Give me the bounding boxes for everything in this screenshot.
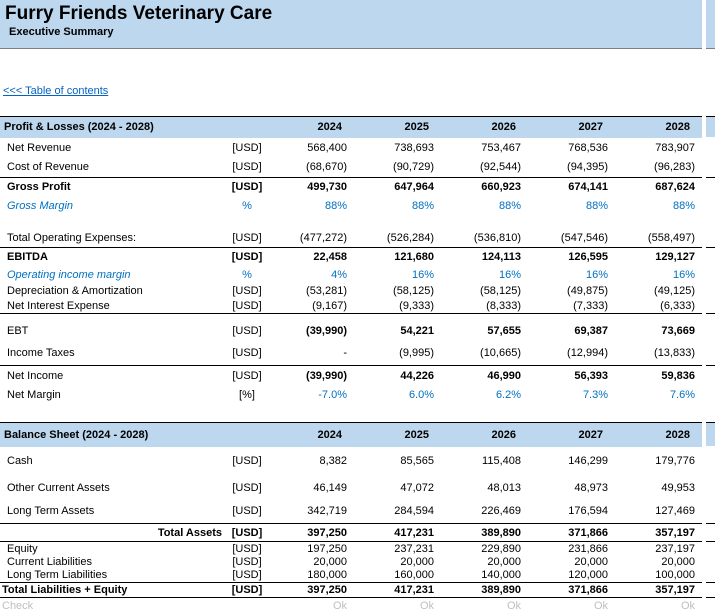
value-cell[interactable]: 46,990 [441,366,528,386]
value-cell[interactable]: (12,994) [567,347,609,360]
row-label[interactable]: Total Operating Expenses: [7,231,137,244]
value-cell[interactable]: 371,866 [528,524,615,542]
border-dash [706,597,715,598]
value-cell[interactable]: 88% [324,199,348,212]
border-dash [706,541,715,542]
page-title: Furry Friends Veterinary Care [5,3,273,24]
year-header[interactable]: 2027 [528,423,615,447]
value-cell[interactable]: (90,729) [393,161,435,174]
section-header-row [0,117,702,138]
value-cell[interactable]: 48,973 [574,481,608,494]
value-cell[interactable]: 120,000 [528,569,615,583]
table-row [0,542,702,556]
value-cell[interactable]: (58,125) [393,284,435,297]
border-dash [706,177,715,178]
value-cell[interactable]: 7.6% [669,389,696,401]
value-cell[interactable]: 231,866 [568,542,608,555]
section-title[interactable]: Balance Sheet (2024 - 2028) [0,423,267,447]
unit-cell[interactable]: [%] [239,389,255,401]
row-label[interactable]: Net Interest Expense [0,299,227,314]
sheet-header-band [0,0,702,49]
section-header-row [0,423,702,447]
table-row [0,569,702,583]
unit-cell[interactable]: % [242,199,252,212]
value-cell[interactable]: 237,231 [394,542,434,555]
value-cell[interactable]: 22,458 [267,248,354,267]
row-label[interactable]: Operating income margin [7,268,131,281]
value-cell[interactable]: Ok [332,600,347,613]
value-cell[interactable]: (547,546) [560,231,609,244]
unit-cell[interactable]: [USD] [232,542,262,555]
value-cell[interactable]: Ok [593,600,608,613]
value-cell[interactable]: 54,221 [400,324,435,337]
year-header[interactable]: 2026 [441,423,528,447]
value-cell[interactable]: 115,408 [482,455,521,467]
row-label[interactable]: Long Term Liabilities [0,569,227,583]
border-dash [706,247,715,248]
table-row [0,248,702,267]
value-cell[interactable]: 88% [672,199,696,212]
table-row [0,342,702,366]
page-subtitle: Executive Summary [9,26,114,38]
table-row [0,320,702,342]
table-row [0,583,702,598]
bs-band-sliver [706,422,715,446]
value-cell[interactable]: 121,680 [354,248,441,267]
value-cell[interactable]: (477,272) [299,231,348,244]
value-cell[interactable]: 146,299 [568,455,608,467]
value-cell[interactable]: 85,565 [400,455,434,467]
value-cell[interactable]: 48,013 [487,481,521,494]
value-cell[interactable]: Ok [419,600,434,613]
border-dash [706,582,715,583]
value-cell[interactable]: 49,953 [661,481,695,494]
unit-cell[interactable]: [USD] [232,347,262,360]
unit-cell[interactable]: [USD] [227,248,267,267]
value-cell[interactable]: Ok [506,600,521,613]
row-label[interactable]: Total Assets [0,524,227,542]
value-cell[interactable]: (58,125) [480,284,522,297]
value-cell[interactable]: Ok [680,600,695,613]
value-cell[interactable]: 88% [411,199,435,212]
row-label[interactable]: Net Income [0,366,227,386]
value-cell[interactable]: 371,866 [528,583,615,598]
year-header[interactable]: 2027 [528,117,615,138]
unit-cell[interactable]: [USD] [232,161,262,174]
value-cell[interactable]: 59,836 [615,366,702,386]
value-cell[interactable]: (39,990) [306,324,348,337]
value-cell[interactable]: 4% [331,268,348,281]
value-cell[interactable]: 417,231 [354,583,441,598]
value-cell[interactable]: 8,382 [319,455,347,467]
value-cell[interactable]: 660,923 [441,178,528,197]
value-cell[interactable]: (68,670) [306,161,348,174]
value-cell[interactable]: 44,226 [354,366,441,386]
row-label[interactable]: Net Margin [7,389,61,401]
pnl-band-sliver [706,116,715,137]
unit-cell[interactable]: [USD] [227,299,267,314]
value-cell[interactable]: (10,665) [480,347,522,360]
value-cell[interactable]: 88% [585,199,609,212]
value-cell[interactable]: 499,730 [267,178,354,197]
value-cell[interactable]: 127,469 [615,500,702,524]
border-dash [706,313,715,314]
value-cell[interactable]: (92,544) [480,161,522,174]
value-cell[interactable]: 6.0% [408,389,435,401]
unit-cell[interactable]: [USD] [232,455,262,467]
year-header[interactable]: 2026 [441,117,528,138]
year-header[interactable]: 2024 [267,423,354,447]
table-row [0,447,702,476]
table-row [0,138,702,158]
unit-cell[interactable]: [USD] [232,324,262,337]
value-cell[interactable]: 88% [498,199,522,212]
value-cell[interactable]: 284,594 [354,500,441,524]
border-dash [706,523,715,524]
unit-cell[interactable]: [USD] [232,231,262,244]
value-cell[interactable]: 197,250 [307,542,347,555]
row-label[interactable]: Total Liabilities + Equity [0,583,227,598]
year-header[interactable]: 2025 [354,117,441,138]
value-cell[interactable]: 647,964 [354,178,441,197]
value-cell[interactable]: 6.2% [495,389,522,401]
profit-and-losses-table [0,116,702,405]
row-label[interactable]: Equity [7,542,38,555]
table-row [0,299,702,314]
table-row [0,158,702,178]
value-cell[interactable]: 126,595 [528,248,615,267]
value-cell[interactable]: 389,890 [441,583,528,598]
value-cell[interactable]: (526,284) [386,231,435,244]
table-row [0,500,702,524]
value-cell[interactable]: 16% [585,268,609,281]
header-band-sliver [706,0,715,49]
row-label[interactable]: Gross Margin [7,199,74,212]
value-cell[interactable]: - [343,347,348,360]
value-cell[interactable]: (8,333) [441,299,528,314]
row-label[interactable]: Depreciation & Amortization [7,284,143,297]
row-label[interactable]: Net Revenue [7,141,72,154]
value-cell[interactable]: 226,469 [441,500,528,524]
unit-cell[interactable]: [USD] [227,178,267,197]
bs-header [0,423,702,447]
row-label[interactable]: Check [2,600,34,613]
value-cell[interactable]: 56,393 [528,366,615,386]
unit-cell[interactable]: [USD] [227,583,267,598]
table-row [0,229,702,248]
value-cell[interactable]: 20,000 [661,556,695,568]
row-label[interactable]: Income Taxes [7,347,75,360]
value-cell[interactable]: 69,387 [574,324,609,337]
value-cell[interactable]: 57,655 [487,324,522,337]
value-cell[interactable]: 179,776 [655,455,695,467]
table-row [0,524,702,542]
value-cell[interactable]: (9,995) [399,347,435,360]
value-cell[interactable]: 16% [672,268,696,281]
value-cell[interactable]: 568,400 [307,141,348,154]
table-row [0,366,702,386]
value-cell[interactable]: 357,197 [615,524,702,542]
value-cell[interactable]: 46,149 [313,481,347,494]
value-cell[interactable]: 397,250 [267,524,354,542]
value-cell[interactable]: 753,467 [481,141,522,154]
value-cell[interactable]: 47,072 [400,481,434,494]
value-cell[interactable]: -7.0% [318,389,348,401]
pnl-body [0,138,702,405]
table-row [0,556,702,569]
row-label[interactable]: Long Term Assets [0,500,227,524]
row-label[interactable]: Gross Profit [0,178,227,197]
value-cell[interactable]: (94,395) [567,161,609,174]
row-label[interactable]: EBT [7,324,29,337]
value-cell[interactable]: 397,250 [267,583,354,598]
unit-cell[interactable] [227,598,267,615]
row-label[interactable]: Current Liabilities [7,556,92,568]
balance-sheet-table [0,422,702,615]
row-label[interactable]: Other Current Assets [7,481,110,494]
value-cell[interactable]: (558,497) [647,231,696,244]
value-cell[interactable]: 768,536 [568,141,609,154]
spacer-row [0,215,702,229]
value-cell[interactable]: (7,333) [528,299,615,314]
year-header[interactable]: 2025 [354,423,441,447]
value-cell[interactable]: 357,197 [615,583,702,598]
unit-cell[interactable]: [USD] [227,366,267,386]
table-row [0,178,702,197]
value-cell[interactable]: 389,890 [441,524,528,542]
unit-cell[interactable]: [USD] [227,500,267,524]
value-cell[interactable]: 20,000 [313,556,347,568]
value-cell[interactable]: (6,333) [615,299,702,314]
year-header[interactable]: 2024 [267,117,354,138]
pnl-header [0,117,702,138]
year-header[interactable]: 2028 [615,117,702,138]
value-cell[interactable]: 783,907 [655,141,696,154]
table-row [0,197,702,215]
unit-cell[interactable]: [USD] [227,569,267,583]
unit-cell[interactable]: [USD] [232,141,262,154]
unit-cell[interactable]: [USD] [232,481,262,494]
table-row [0,283,702,299]
table-row [0,476,702,500]
table-row [0,386,702,405]
value-cell[interactable]: (49,125) [654,284,696,297]
value-cell[interactable]: 20,000 [400,556,434,568]
value-cell[interactable]: 738,693 [394,141,435,154]
value-cell[interactable]: 674,141 [528,178,615,197]
unit-cell[interactable]: [USD] [232,284,262,297]
value-cell[interactable]: 176,594 [528,500,615,524]
value-cell[interactable]: 180,000 [267,569,354,583]
value-cell[interactable]: 237,197 [655,542,695,555]
value-cell[interactable]: 7.3% [582,389,609,401]
value-cell[interactable]: (53,281) [306,284,348,297]
row-label[interactable]: Cash [7,455,33,467]
value-cell[interactable]: 16% [411,268,435,281]
value-cell[interactable]: (96,283) [654,161,696,174]
value-cell[interactable]: 20,000 [574,556,608,568]
value-cell[interactable]: (536,810) [473,231,522,244]
bs-body [0,447,702,615]
value-cell[interactable]: 140,000 [441,569,528,583]
table-row [0,267,702,283]
border-dash [706,365,715,366]
row-label[interactable]: EBITDA [0,248,227,267]
unit-cell[interactable]: [USD] [232,556,262,568]
value-cell[interactable]: 342,719 [267,500,354,524]
value-cell[interactable]: (49,875) [567,284,609,297]
value-cell[interactable]: 129,127 [615,248,702,267]
table-of-contents-link[interactable]: <<< Table of contents [3,85,109,97]
value-cell[interactable]: 20,000 [487,556,521,568]
value-cell[interactable]: (9,167) [267,299,354,314]
value-cell[interactable]: (39,990) [267,366,354,386]
value-cell[interactable]: 687,624 [615,178,702,197]
year-header[interactable]: 2028 [615,423,702,447]
value-cell[interactable]: (9,333) [354,299,441,314]
table-row [0,598,702,615]
row-label[interactable]: Cost of Revenue [7,161,89,174]
value-cell[interactable]: (13,833) [654,347,696,360]
value-cell[interactable]: 417,231 [354,524,441,542]
unit-cell[interactable]: % [242,268,252,281]
value-cell[interactable]: 100,000 [615,569,702,583]
value-cell[interactable]: 160,000 [354,569,441,583]
value-cell[interactable]: 229,890 [481,542,521,555]
value-cell[interactable]: 73,669 [661,324,696,337]
value-cell[interactable]: 124,113 [441,248,528,267]
value-cell[interactable]: 16% [498,268,522,281]
section-title[interactable]: Profit & Losses (2024 - 2028) [0,117,267,138]
unit-cell[interactable]: [USD] [227,524,267,542]
